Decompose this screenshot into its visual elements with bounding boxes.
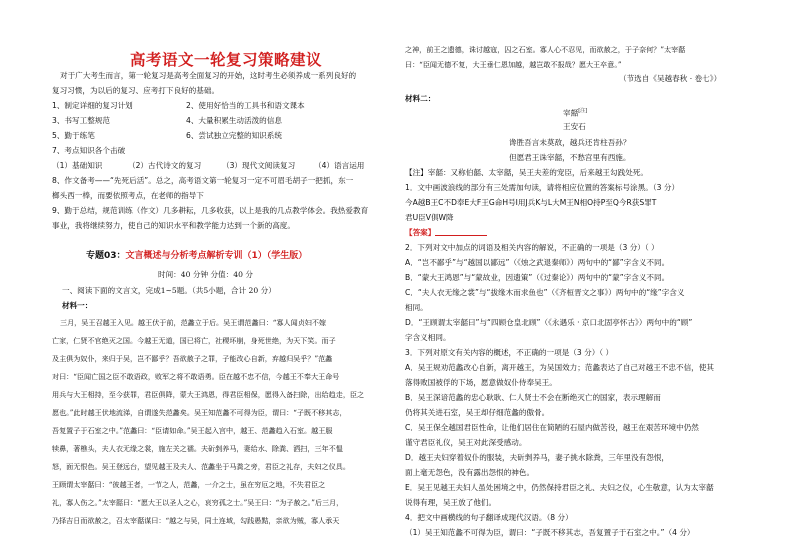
classical-line: 之神，前王之遗德，诛讨越寇，囚之石室。寡人心不忍见，而欲赦之，于子奈何？”太宰嚭 <box>405 45 686 54</box>
classical-line: 王顾谓太宰嚭曰：“彼越王者，一节之人，范蠡，一介之士，虽在穷厄之地，不失君臣之 <box>52 480 326 489</box>
poem-note-mark: [注] <box>578 108 588 114</box>
q4-line: 4．把文中画横线的句子翻译成现代汉语。（8 分） <box>405 513 573 522</box>
item8-line-1: 8、作文备考——“先死后活”。总之，高考语文第一轮复习一定不可眉毛胡子一把抓，东一 <box>52 176 354 185</box>
classical-continuation <box>405 42 685 72</box>
classical-line: 乃择吉日而欲赦之，召太宰嚭谋曰：“越之与吴，同土连域，勾践愚黠，亲欲为贼，寡人承天 <box>52 516 340 525</box>
classical-line: 三月，吴王召越王入见。越王伏于前，范蠡立于后。吴王谓范蠡曰：“寡人闻贞妇不嫁 <box>60 318 327 327</box>
classical-text <box>52 314 364 530</box>
page-title: 高考语文一轮复习策略建议 <box>130 51 323 69</box>
q1-line-1: 1．文中画波浪线的部分有三处需加句读，请将相应位置的答案标号涂黑。（3 分） <box>405 183 680 192</box>
q2-option: D．“王顾谓太宰嚭曰”与“四顾仓皇北顾”（《永遇乐 · 京口北固亭怀古》）两句中的“顾” <box>405 318 693 327</box>
source-citation: （节选自《吴越春秋 · 卷七》） <box>619 74 722 83</box>
classical-line: 亡家，仁贤不官绝灭之国。今越王无道，国已将亡，社稷坏崩，身死世绝，为天下笑。而子 <box>52 336 336 345</box>
point-2: （2）古代诗文的复习 <box>128 161 202 170</box>
q2-option: B．“蒙大王鸿恩”与“蒙故业，因遗策”（《过秦论》）两句中的“蒙”字含义不同。 <box>405 273 670 282</box>
section-title: 文言概述与分析考点解析专训（1）（学生版） <box>125 251 308 261</box>
poem-author: 王安石 <box>563 122 586 131</box>
q2-option: A．“岂不鄙乎”与“越国以鄙远”（《烛之武退秦师》）两句中的“鄙”字含义不同。 <box>405 258 670 267</box>
classical-line: 礼，寡人伤之。”太宰嚭曰：“愿大王以圣人之心，哀穷孤之士。”吴王曰：“为子赦之。”后三月， <box>52 498 344 507</box>
q1-line-2: 今A越B王C不D奉E大F王G命H号I用J兵K与L大M王N相O持P至Q今R获S罪T <box>405 198 657 207</box>
note-line: 【注】宰嚭：又称伯嚭、太宰嚭，吴王夫差的宠臣，后来越王勾践处死。 <box>405 168 648 177</box>
question-heading: 一、阅读下面的文言文，完成1~5题。（共5小题，合计 20 分） <box>62 286 276 295</box>
habit-1: 1、制定详细的复习计划 <box>52 101 133 110</box>
item9-line-1: 9、勤于总结，规范训练（作文）几多耕耘，几多收获，以上是我的几点教学体会。我热爱教育 <box>52 206 369 215</box>
q3-option-cont: 面上毫无怨色，没有露出怨恨的神色。 <box>405 468 535 477</box>
habit-4: 4、大量积累生动活泼的信息 <box>186 116 282 125</box>
points-label: 7、考点知识各个击破 <box>52 146 126 155</box>
habit-5: 5、勤于练笔 <box>52 131 95 140</box>
item9-line-2: 事业，我将继续努力，使自己的知识水平和教学能力达到一个新的高度。 <box>52 221 295 230</box>
classical-line: 曰：“臣闻无德不复，大王垂仁恩加越，越岂敢不报哉？愿大王卒意。” <box>405 60 622 69</box>
q1-line-3: 君U臣V俱W降 <box>405 213 454 222</box>
q3-option: E．吴王见越王夫妇人虽处困境之中，仍然保持君臣之礼、夫妇之仪，心生敬意，认为太宰嚭 <box>405 483 714 492</box>
material1-label: 材料一： <box>62 301 93 310</box>
classical-line: 及主俱为奴仆，来归于吴，岂不鄙乎？吾欲赦子之罪，子能改心自新，弃越归吴乎？”范蠡 <box>52 354 333 363</box>
poem-line-1: 谗胜吾言未莫敌，越兵还肯柱吾孙？ <box>509 138 631 147</box>
q3-option-cont: 谨守君臣礼仪，吴王对此深受感动。 <box>405 438 527 447</box>
point-1: （1）基础知识 <box>52 161 103 170</box>
time-score-line: 时间：40 分钟 分值：40 分 <box>158 270 253 279</box>
q3-option: A．吴王规劝范蠡改心自新，离开越王，为吴国效力；范蠡表达了自己对越王不忠不信，使其 <box>405 363 714 372</box>
material2-label: 材料二： <box>405 94 436 103</box>
classical-line: 犊鼻，著樵头，夫人衣无缘之裳，施左关之襦。夫斫剉养马，妻给水、除粪、洒扫，三年不愠 <box>52 444 343 453</box>
poem-title-text: 宰嚭 <box>563 108 579 118</box>
point-4: （4）语言运用 <box>314 161 365 170</box>
poem-line-2: 但愿君王诛宰嚭，不愁宫里有西施。 <box>509 153 631 162</box>
intro-line-2: 复习习惯，为以后的复习、应考打下良好的基础。 <box>52 86 220 95</box>
q2-line: 2．下列对文中加点的词语及相关内容的解说，不正确的一项是（3 分）（ ） <box>405 243 659 252</box>
habit-3: 3、书写工整规范 <box>52 116 110 125</box>
section-heading <box>86 248 307 261</box>
q2-option-cont: 字含义相同。 <box>405 333 451 342</box>
point-3: （3）现代文阅读复习 <box>222 161 296 170</box>
q3-option: C．吴王保全越国君臣性命，让他们居住在简陋的石屋内做苦役，越王在艰苦环境中仍然 <box>405 423 699 432</box>
q3-option-cont: 仍将其关进石室，吴王却仔细范蠡的傲骨。 <box>405 408 550 417</box>
answer-blank[interactable] <box>435 235 487 236</box>
section-prefix: 专题03： <box>86 251 126 261</box>
classical-line: 用兵与大王相持，至今获罪，君臣俱降，蒙大王鸿恩，得君臣相保，愿得入备扫除，出给趋走，臣之 <box>52 390 365 399</box>
q2-option: C．“夫人衣无缘之裳”与“拔缘木而求鱼也”（《齐桓晋文之事》）两句中的“缘”字含义 <box>405 288 685 297</box>
item8-line-2: 榔头西一棒，而要依照考点，在老师的指导下 <box>52 191 204 200</box>
intro-line-1: 对于广大考生而言，第一轮复习是高考全面复习的开始，这时考生必须养成一系列良好的 <box>60 71 357 80</box>
classical-line: 愿也。”此时越王伏地流涕，自谓遂失范蠡矣。吴王知范蠡不可得为臣，谓曰：“子既不移其志， <box>52 408 347 417</box>
q3-line: 3．下列对原文有关内容的概述，不正确的一项是（3 分）（ ） <box>405 348 614 357</box>
q2-option-cont: 相同。 <box>405 303 428 312</box>
poem-title <box>563 104 587 121</box>
q3-option-cont: 落得败国被俘的下场，愿意做奴仆侍奉吴王。 <box>405 378 557 387</box>
q3-option: D．越王夫妇穿着奴仆的服装，夫斫剉养马，妻子挑水除粪，三年里没有怨恨， <box>405 453 670 462</box>
habit-6: 6、尝试独立完整的知识系统 <box>186 131 282 140</box>
habit-2: 2、使用好恰当的工具书和语文课本 <box>186 101 305 110</box>
q3-option-cont: 说得有理，吴王放了他们。 <box>405 498 497 507</box>
answer-label: 【答案】 <box>405 228 436 237</box>
q4-subquestion: （1）吴王知范蠡不可得为臣，谓曰：“子既不移其志，吾复置子于石室之中。”（4 分） <box>405 528 695 537</box>
classical-line: 吾复置子于石室之中。”范蠡曰：“臣请如命。”吴王起入宫中，越王、范蠡趋入石室。越王服 <box>52 426 333 435</box>
answer-field[interactable] <box>405 226 487 241</box>
classical-line: 怒，面无恨色。吴王登远台，望见越王及夫人、范蠡坐于马粪之旁，君臣之礼存，夫妇之仪具。 <box>52 462 350 471</box>
q3-option: B．吴王深谙范蠡的忠心耿耿、仁人贤士不会在断绝灭亡的国家，表示理解而 <box>405 393 661 402</box>
classical-line: 对曰：“臣闻亡国之臣不敢语政，败军之将不敢语勇。臣在越不忠不信，今越王不奉大王命号 <box>52 372 340 381</box>
